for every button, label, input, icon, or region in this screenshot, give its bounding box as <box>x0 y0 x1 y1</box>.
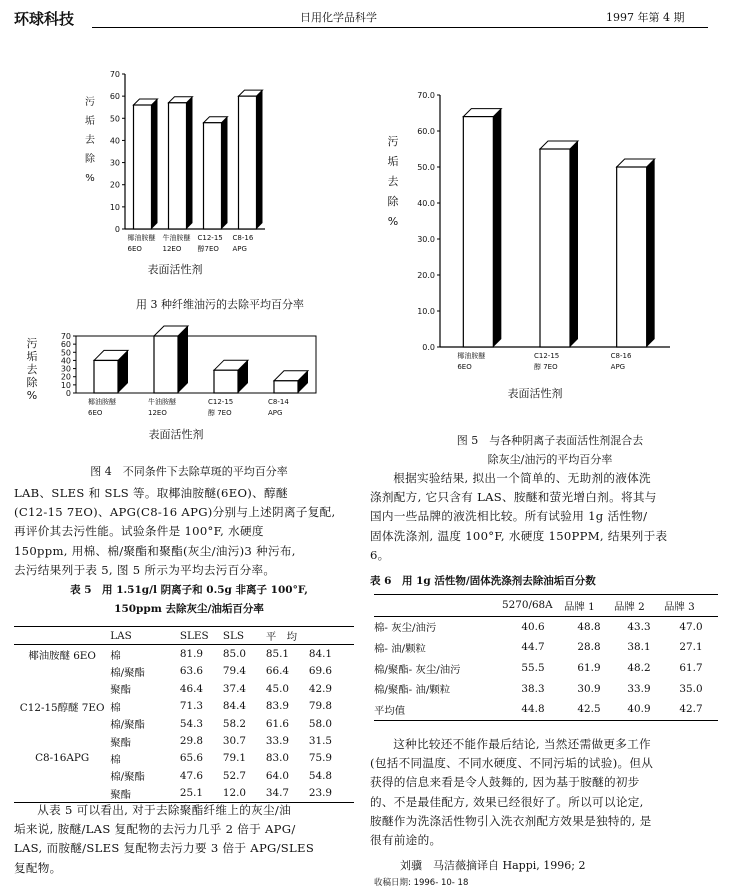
table-cell: 46.4 <box>179 682 204 695</box>
chart-right-tick-label: 60.0 <box>417 127 435 136</box>
chart-mid-ylabel-char: 污 <box>26 337 38 350</box>
table-cell: 聚酯 <box>110 788 132 801</box>
table6-header: 品牌 2 <box>614 600 645 613</box>
table6-header: 品牌 1 <box>564 600 595 613</box>
chart-right-category-label: 6EO <box>457 363 472 371</box>
chart-right-category-label: 醇 7EO <box>534 363 558 371</box>
table-cell: 55.5 <box>521 662 545 675</box>
right-line: 国内一些品牌的液洗相比较。所有试验用 1g 活性物/ <box>370 509 648 524</box>
table5-header: SLES <box>179 629 209 642</box>
right-line: 固体洗涤剂, 温度 100°F, 水硬度 150PPM, 结果列于表 <box>370 528 668 543</box>
table-cell: 83.9 <box>265 700 290 713</box>
chart-right-bar-side <box>570 141 578 347</box>
chart-right-category-label: 椰油胺醚 <box>457 352 486 360</box>
table5-caption-1: 表 5 用 1.51g/l 阴离子和 0.5g 非离子 100°F, <box>70 584 308 596</box>
chart-right-tick-label: 10.0 <box>417 307 435 316</box>
table-cell: 棉 <box>110 753 121 766</box>
chart-top-ylabel-char: 去 <box>85 135 95 146</box>
chart-mid-tick-label: 0 <box>65 389 71 398</box>
table-cell: 69.6 <box>308 665 333 678</box>
table-cell: 27.1 <box>679 641 703 654</box>
table-cell: 棉- 灰尘/油污 <box>374 622 437 635</box>
table6-header: 品牌 3 <box>664 600 695 613</box>
left-bottom-paragraph <box>14 801 364 878</box>
chart-top-tick-label: 30 <box>109 158 120 168</box>
table-cell: 棉/聚酯- 灰尘/油污 <box>374 663 461 676</box>
chart-top-tick-label: 60 <box>109 92 120 102</box>
table-cell: 84.4 <box>222 700 247 713</box>
table-cell: C8-16APG <box>35 752 90 765</box>
table-cell <box>14 732 110 749</box>
table-row <box>14 698 354 715</box>
table-cell <box>14 680 110 697</box>
chart-mid-tick-label: 40 <box>60 356 71 366</box>
table-cell: 85.0 <box>222 648 247 661</box>
table-row <box>14 680 354 697</box>
chart-mid-ylabel-char: 除 <box>26 376 38 389</box>
chart-right-ylabel-char: 污 <box>387 135 399 148</box>
table5-header <box>14 627 110 645</box>
chart-mid-ylabel-char: 垢 <box>26 350 38 363</box>
table-cell: 棉/聚酯 <box>110 719 145 732</box>
left-bottom-line: LAS, 而胺醚/SLES 复配物去污力要 3 倍于 APG/SLES <box>14 841 315 856</box>
table-cell: 79.8 <box>308 700 333 713</box>
table-cell: 聚酯 <box>110 736 132 749</box>
table-cell: 83.0 <box>265 752 290 765</box>
left-line: 再评价其去污性能。试验条件是 100°F, 水硬度 <box>14 524 264 539</box>
table-cell: 25.1 <box>179 787 204 800</box>
table-cell: 42.9 <box>308 682 333 695</box>
table-cell: 33.9 <box>265 735 290 748</box>
table-cell: 30.7 <box>222 735 247 748</box>
table-cell: 31.5 <box>308 735 333 748</box>
left-line: 去污结果列于表 5, 图 5 所示为平均去污百分率。 <box>14 562 276 577</box>
right-bottom-line: 胺醚作为洗涤活性物引入洗衣剂配方效果是独特的, 是 <box>370 813 652 828</box>
table-row <box>374 637 718 658</box>
table5-header: SLS <box>222 629 245 642</box>
chart-right-bar <box>617 167 647 347</box>
chart-right-bar <box>463 117 493 347</box>
chart-right-ylabel-char: 垢 <box>387 155 399 168</box>
chart-mid-tick-label: 10 <box>60 380 71 390</box>
chart-mid-category-label: C8-14 <box>268 398 289 406</box>
chart-mid-tick-label: 50 <box>60 348 71 358</box>
chart-mid-category-label: APG <box>268 409 283 417</box>
table-cell <box>14 767 110 784</box>
table-row <box>374 616 718 637</box>
table-cell: 65.6 <box>179 752 204 765</box>
table-cell: 66.4 <box>265 665 290 678</box>
chart-top-tick-label: 20 <box>109 180 120 190</box>
table-cell: 40.9 <box>627 703 651 716</box>
table-cell: 47.6 <box>179 769 204 782</box>
left-line: 150ppm, 用棉、棉/聚酯和聚酯(灰尘/油污)3 种污布, <box>14 543 296 558</box>
chart-top-ylabel-char: 垢 <box>85 116 95 127</box>
table-6 <box>374 594 718 721</box>
chart-right-tick-label: 50.0 <box>417 163 435 172</box>
chart-mid-ylabel-char: % <box>26 389 38 402</box>
left-bottom-line: 从表 5 可以看出, 对于去除聚酯纤维上的灰尘/油 <box>37 803 291 817</box>
chart-top-category-label: 6EO <box>127 245 142 253</box>
fig4-caption: 图 4 不同条件下去除草斑的平均百分率 <box>90 465 288 478</box>
chart-mid-tick-label: 70 <box>60 332 71 341</box>
chart-right-xlabel: 表面活性剂 <box>507 387 563 400</box>
table-cell: 椰油胺醚 6EO <box>28 649 96 662</box>
table-cell: 棉- 油/颗粒 <box>374 642 426 655</box>
chart-right-ylabel-char: 去 <box>387 175 399 188</box>
table-cell: 61.6 <box>265 717 290 730</box>
chart-right-ylabel-char: 除 <box>387 195 399 208</box>
chart-right-tick-label: 0.0 <box>422 343 435 352</box>
chart-right-caption-1: 图 5 与各种阴离子表面活性剂混合去 <box>456 434 644 447</box>
table-cell: 12.0 <box>222 787 247 800</box>
left-paragraph <box>14 484 364 580</box>
table-cell: 33.9 <box>627 682 651 695</box>
chart-top-tick-label: 10 <box>109 202 120 212</box>
table-cell: 28.8 <box>577 641 601 654</box>
table-cell: 61.9 <box>577 662 601 675</box>
chart-right-category-label: C8-16 <box>610 352 632 360</box>
table-cell: 棉 <box>110 649 121 662</box>
table-cell <box>14 663 110 680</box>
table-cell: 37.4 <box>222 682 247 695</box>
chart-top-category-label: 12EO <box>162 245 182 253</box>
chart-top-tick-label: 50 <box>109 114 120 124</box>
table-cell: 棉 <box>110 701 121 714</box>
table-cell: 38.1 <box>627 641 651 654</box>
table-row <box>14 750 354 767</box>
chart-right-category-label: APG <box>610 363 626 371</box>
table-cell: 棉/聚酯 <box>110 666 145 679</box>
table-cell: 47.0 <box>679 620 703 633</box>
table-cell: 71.3 <box>179 700 204 713</box>
chart-right-tick-label: 40.0 <box>417 199 435 208</box>
chart-top-xlabel: 表面活性剂 <box>147 263 203 276</box>
chart-mid-tick-label: 30 <box>60 364 71 374</box>
chart-top-tick-label: 40 <box>109 136 120 146</box>
chart-mid-xlabel: 表面活性剂 <box>148 428 204 441</box>
chart-right-bar <box>540 149 570 347</box>
right-line: 涤剂配方, 它只含有 LAS、胺醚和萤光增白剂。将其与 <box>370 490 657 505</box>
chart-right-tick-label: 30.0 <box>417 235 435 244</box>
chart-mid-category-label: 椰油胺醚 <box>88 398 116 406</box>
table-cell: 52.7 <box>222 769 247 782</box>
right-bottom-line: 的、不是最佳配方, 效果已经很好了。所以可以论定, <box>370 794 644 809</box>
chart-right-ylabel-char: % <box>387 215 399 228</box>
table-cell: 聚酯 <box>110 684 132 697</box>
left-line: (C12-15 7EO)、APG(C8-16 APG)分别与上述阴离子复配, <box>14 505 336 520</box>
table-row <box>14 767 354 784</box>
table-cell: 44.8 <box>521 703 545 716</box>
chart-mid-tick-label: 20 <box>60 372 71 382</box>
table-cell: 40.6 <box>521 620 545 633</box>
left-line: LAB、SLES 和 SLS 等。取椰油胺醚(6EO)、醇醚 <box>14 486 288 500</box>
chart-top-category-label: APG <box>232 245 247 253</box>
table-cell: 34.7 <box>265 787 290 800</box>
table-row <box>14 732 354 749</box>
chart-top-tick-label: 0 <box>114 225 120 234</box>
table-row <box>374 658 718 679</box>
chart-mid-ylabel-char: 去 <box>26 363 38 376</box>
table6-caption: 表 6 用 1g 活性物/固体洗涤剂去除油垢百分数 <box>370 575 596 587</box>
table-cell: 棉/聚酯- 油/颗粒 <box>374 684 451 697</box>
table-row <box>14 645 354 663</box>
table-cell: C12-15醇醚 7EO <box>19 701 105 714</box>
chart-top-category-label: 椰油胺醚 <box>127 234 156 242</box>
table-cell: 30.9 <box>577 682 601 695</box>
table-row <box>14 663 354 680</box>
table6-header-row <box>374 595 718 617</box>
chart-mid-category-label: 牛油胺醚 <box>148 398 176 406</box>
chart-top-ylabel-char: 除 <box>85 154 95 165</box>
issue-label: 1997 年第 4 期 <box>606 11 685 24</box>
right-bottom-line: (包括不同温度、不同水硬度、不同污垢的试验)。但从 <box>370 756 654 771</box>
table6-header: 5270/68A <box>502 599 553 612</box>
table-cell: 54.8 <box>308 769 333 782</box>
table-cell: 48.8 <box>577 620 601 633</box>
table-cell <box>14 715 110 732</box>
chart-top-ylabel-char: 污 <box>85 97 95 108</box>
table-row <box>374 678 718 699</box>
table-cell: 23.9 <box>308 787 333 800</box>
right-paragraph <box>370 469 718 565</box>
chart-right-tick-label: 20.0 <box>417 271 435 280</box>
table-cell: 54.3 <box>179 717 204 730</box>
table5-header: 平 均 <box>265 631 298 644</box>
table-cell: 58.2 <box>222 717 247 730</box>
left-bottom-line: 复配物。 <box>14 860 62 875</box>
chart-right-bar-side <box>647 159 655 347</box>
table-cell: 35.0 <box>679 682 703 695</box>
chart-top-category-label: 牛油胺醚 <box>162 234 191 242</box>
journal-tag: 环球科技 <box>14 10 75 28</box>
chart-right-bar-side <box>493 109 501 347</box>
table5-header-row <box>14 627 354 645</box>
journal-name: 日用化学品科学 <box>300 11 377 24</box>
chart-top-ylabel-char: % <box>85 173 95 184</box>
table-cell: 58.0 <box>308 717 333 730</box>
table5-caption-2: 150ppm 去除灰尘/油垢百分率 <box>114 603 264 615</box>
table-cell: 42.5 <box>577 703 601 716</box>
table-cell: 79.4 <box>222 665 247 678</box>
chart-mid-category-label: 醇 7EO <box>208 409 232 417</box>
chart-top-caption: 用 3 种纤维油污的去除平均百分率 <box>136 298 304 311</box>
right-bottom-line: 获得的信息来看是令人鼓舞的, 因为基于胺醚的初步 <box>370 775 640 790</box>
right-bottom-line: 很有前途的。 <box>370 833 442 848</box>
right-line: 6。 <box>370 547 390 562</box>
table-cell: 75.9 <box>308 752 333 765</box>
table-5 <box>14 626 354 803</box>
chart-top-category-label: C8-16 <box>232 234 254 242</box>
table-cell: 29.8 <box>179 735 204 748</box>
chart-right-tick-label: 70.0 <box>417 91 435 100</box>
chart-mid-tick-label: 60 <box>60 340 71 350</box>
table6-header <box>374 595 502 617</box>
table-cell: 44.7 <box>521 641 545 654</box>
table-cell: 42.7 <box>679 703 703 716</box>
chart-right-caption-2: 除灰尘/油污的平均百分率 <box>487 453 613 466</box>
table-cell: 85.1 <box>265 648 290 661</box>
chart-top-tick-label: 70 <box>109 70 120 79</box>
table-cell: 81.9 <box>179 648 204 661</box>
table-cell: 61.7 <box>679 662 703 675</box>
table-cell: 棉/聚酯 <box>110 771 145 784</box>
table5-header <box>309 627 354 645</box>
table5-header: LAS <box>110 629 132 642</box>
table-cell: 48.2 <box>627 662 651 675</box>
table-row <box>14 715 354 732</box>
chart-mid-category-label: 12EO <box>148 409 167 417</box>
table-cell: 64.0 <box>265 769 290 782</box>
right-bottom-line: 这种比较还不能作最后结论, 当然还需做更多工作 <box>393 737 651 751</box>
table-cell: 43.3 <box>627 620 651 633</box>
right-bottom-paragraph <box>370 735 718 850</box>
table-cell: 38.3 <box>521 682 545 695</box>
chart-right-category-label: C12-15 <box>534 352 560 360</box>
chart-top-category-label: 醇7EO <box>197 245 219 253</box>
left-bottom-line: 垢来说, 胺醚/LAS 复配物的去污力几乎 2 倍于 APG/ <box>14 822 296 837</box>
chart-top-category-label: C12-15 <box>197 234 223 242</box>
table-cell <box>14 785 110 803</box>
right-line: 根据实验结果, 拟出一个简单的、无助剂的液体洗 <box>393 471 651 485</box>
table-cell: 平均值 <box>374 704 406 717</box>
chart-mid-category-label: 6EO <box>88 409 103 417</box>
table-cell: 79.1 <box>222 752 247 765</box>
table-row <box>374 699 718 720</box>
table-cell: 45.0 <box>265 682 290 695</box>
table-row <box>14 785 354 803</box>
translator-note: 刘骥 马洁薇摘译自 Happi, 1996; 2 <box>400 859 586 872</box>
chart-mid-category-label: C12-15 <box>208 398 234 406</box>
table-cell: 84.1 <box>308 648 333 661</box>
table-cell: 63.6 <box>179 665 204 678</box>
received-date: 收稿日期: 1996- 10- 18 <box>374 878 469 888</box>
